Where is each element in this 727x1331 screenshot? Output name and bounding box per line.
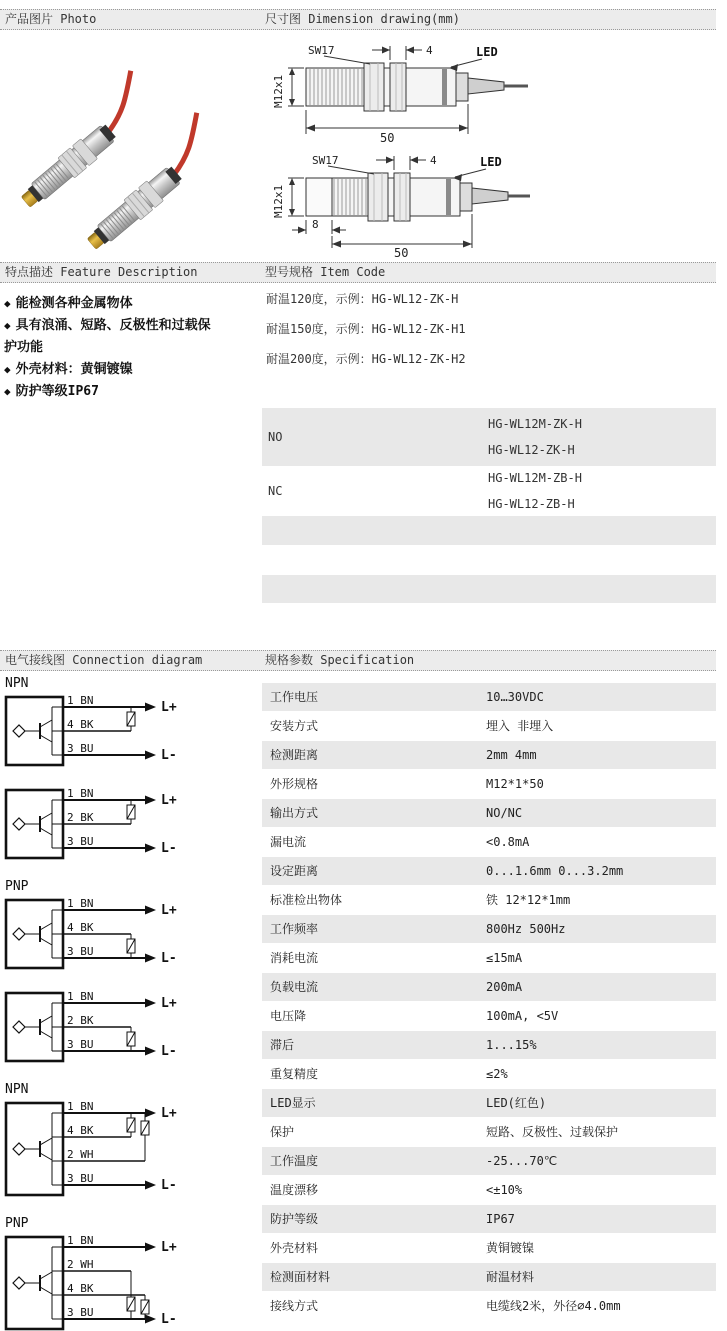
- diamond-bullet-icon: ◆: [4, 363, 11, 376]
- item-code-section-title: 型号规格 Item Code: [265, 265, 386, 279]
- wire-pin-label: 2 WH: [67, 1148, 94, 1161]
- spec-row: [262, 1118, 716, 1146]
- spec-label: 外形规格: [270, 777, 319, 791]
- spec-label: 温度漂移: [270, 1183, 319, 1197]
- item-code-row-label: NO: [268, 430, 283, 444]
- spec-label: 工作温度: [270, 1154, 319, 1168]
- length-dim-label: 50: [380, 131, 395, 145]
- spec-row: [262, 1089, 716, 1117]
- spec-value: 200mA: [486, 980, 523, 994]
- item-code: HG-WL12-ZB-H: [488, 497, 575, 511]
- wire-pin-label: 4 BK: [67, 718, 94, 731]
- spec-row: [262, 1292, 716, 1320]
- connection-diagram-svg: [3, 989, 217, 1067]
- spec-row: [262, 973, 716, 1001]
- connection-diagram-svg: [3, 1233, 217, 1331]
- photo-section-title: 产品图片 Photo: [5, 12, 97, 26]
- spec-value: 铁 12*12*1mm: [486, 893, 571, 907]
- connection-diagram-svg: [3, 896, 217, 974]
- spec-value: <0.8mA: [486, 835, 530, 849]
- rail-label: L-: [161, 951, 177, 966]
- wire-pin-label: 2 BK: [67, 811, 94, 824]
- spec-row: [262, 770, 716, 798]
- feature-item: ◆ 能检测各种金属物体: [4, 296, 133, 311]
- spec-label: 工作频率: [270, 922, 319, 936]
- spec-row: [262, 1234, 716, 1262]
- wire-pin-label: 2 BK: [67, 1014, 94, 1027]
- spec-value: 100mA, <5V: [486, 1009, 559, 1023]
- spec-label: 消耗电流: [270, 951, 319, 965]
- spec-label: 检测面材料: [270, 1270, 331, 1284]
- spec-row: [262, 1205, 716, 1233]
- spec-label: 标准检出物体: [270, 893, 343, 907]
- spec-row: [262, 915, 716, 943]
- spec-value: NO/NC: [486, 806, 523, 820]
- spec-value: ≤2%: [486, 1067, 508, 1081]
- spec-value: LED(红色): [486, 1096, 547, 1110]
- spec-value: ≤15mA: [486, 951, 523, 965]
- spec-row: [262, 741, 716, 769]
- product-photo: [4, 36, 256, 250]
- wire-pin-label: 1 BN: [67, 897, 94, 910]
- wire-pin-label: 1 BN: [67, 694, 94, 707]
- spec-row: [262, 683, 716, 711]
- rail-label: L+: [161, 996, 177, 1011]
- connection-diagram: [3, 1082, 259, 1205]
- dimension-section-title: 尺寸图 Dimension drawing(mm): [265, 12, 460, 26]
- spec-label: 滞后: [270, 1038, 295, 1052]
- tip-length-dim-label: 8: [312, 218, 319, 231]
- connection-diagram: [3, 676, 259, 775]
- diamond-bullet-icon: ◆: [4, 319, 11, 332]
- diagram-type-label: NPN: [5, 1082, 29, 1097]
- spec-label: 漏电流: [270, 835, 307, 849]
- connection-section-title: 电气接线图 Connection diagram: [5, 653, 203, 667]
- wire-pin-label: 3 BU: [67, 1038, 94, 1051]
- wire-pin-label: 1 BN: [67, 1234, 94, 1247]
- spec-value: 800Hz 500Hz: [486, 922, 566, 936]
- rail-label: L-: [161, 841, 177, 856]
- item-code-table: [262, 408, 716, 545]
- feature-list: [4, 293, 220, 403]
- spec-row: [262, 828, 716, 856]
- item-code-values: [488, 465, 582, 517]
- rail-label: L+: [161, 793, 177, 808]
- item-code-row: [262, 516, 716, 545]
- spec-label: 负载电流: [270, 980, 319, 994]
- wire-pin-label: 4 BK: [67, 921, 94, 934]
- wire-pin-label: 3 BU: [67, 742, 94, 755]
- item-code-example: 耐温150度，示例：HG-WL12-ZK-H1: [266, 322, 466, 336]
- dimension-drawing-nonflush: [268, 150, 713, 260]
- feature-item: ◆ 外壳材料：黄铜镀镍: [4, 362, 133, 377]
- section-header-row-2: [0, 262, 716, 283]
- item-code-row-label: NC: [268, 484, 283, 498]
- item-code: HG-WL12-ZK-H: [488, 443, 575, 457]
- spec-row: [262, 712, 716, 740]
- spec-table: [262, 683, 716, 1321]
- rail-label: L-: [161, 1044, 177, 1059]
- wire-pin-label: 1 BN: [67, 990, 94, 1003]
- spec-row: [262, 1031, 716, 1059]
- spec-row: [262, 1176, 716, 1204]
- diagram-type-label: NPN: [5, 676, 29, 691]
- thread-spec-label: M12x1: [272, 184, 285, 218]
- wire-pin-label: 4 BK: [67, 1124, 94, 1137]
- connection-diagrams: [3, 676, 259, 1331]
- item-code-examples: [266, 288, 712, 378]
- section-header-row-1: [0, 9, 716, 30]
- diagram-type-label: PNP: [5, 879, 29, 894]
- spec-label: 保护: [270, 1125, 295, 1139]
- wire-pin-label: 3 BU: [67, 945, 94, 958]
- spec-label: 设定距离: [270, 864, 319, 878]
- spec-row: [262, 1147, 716, 1175]
- spec-row: [262, 857, 716, 885]
- section-header-row-3: [0, 650, 716, 671]
- spec-value: IP67: [486, 1212, 515, 1226]
- spec-row: [262, 1002, 716, 1030]
- spec-value: 1...15%: [486, 1038, 537, 1052]
- spec-label: LED显示: [270, 1096, 316, 1110]
- spec-row: [262, 1060, 716, 1088]
- spec-value: 10…30VDC: [486, 690, 544, 704]
- spec-value: 埋入 非埋入: [486, 719, 554, 733]
- spec-label: 防护等级: [270, 1212, 319, 1226]
- wire-pin-label: 4 BK: [67, 1282, 94, 1295]
- spec-value: 2mm 4mm: [486, 748, 537, 762]
- dimension-drawing-flush: [268, 40, 713, 152]
- rail-label: L-: [161, 748, 177, 763]
- spec-row: [262, 886, 716, 914]
- spec-value: 耐温材料: [486, 1270, 535, 1284]
- sw17-label: SW17: [312, 154, 339, 167]
- led-label: LED: [480, 155, 502, 169]
- item-code-row: [262, 408, 716, 466]
- item-code-example: 耐温200度，示例：HG-WL12-ZK-H2: [266, 352, 466, 366]
- spec-value: 黄铜镀镍: [486, 1241, 535, 1255]
- spec-row: [262, 944, 716, 972]
- connection-diagram: [3, 1216, 259, 1331]
- spec-value: 短路、反极性、过载保护: [486, 1125, 619, 1139]
- spec-value: <±10%: [486, 1183, 523, 1197]
- connection-diagram: [3, 989, 259, 1071]
- spec-label: 电压降: [270, 1009, 307, 1023]
- spec-label: 检测距离: [270, 748, 319, 762]
- wire-pin-label: 3 BU: [67, 1172, 94, 1185]
- rail-label: L-: [161, 1178, 177, 1193]
- spec-value: -25...70℃: [486, 1154, 558, 1168]
- wire-pin-label: 2 WH: [67, 1258, 94, 1271]
- wire-pin-label: 3 BU: [67, 1306, 94, 1319]
- sw17-label: SW17: [308, 44, 335, 57]
- rail-label: L-: [161, 1312, 177, 1327]
- item-code: HG-WL12M-ZK-H: [488, 417, 582, 431]
- diamond-bullet-icon: ◆: [4, 297, 11, 310]
- item-code: HG-WL12M-ZB-H: [488, 471, 582, 485]
- wire-pin-label: 1 BN: [67, 787, 94, 800]
- item-code-row: [262, 466, 716, 516]
- spec-value: 电缆线2米，外径∅4.0mm: [486, 1299, 621, 1313]
- diagram-type-label: PNP: [5, 1216, 29, 1231]
- empty-strip: [262, 575, 716, 603]
- connection-diagram-svg: [3, 1099, 217, 1201]
- led-label: LED: [476, 45, 498, 59]
- spec-value: M12*1*50: [486, 777, 544, 791]
- specification-section-title: 规格参数 Specification: [265, 653, 415, 667]
- rail-label: L+: [161, 700, 177, 715]
- spec-row: [262, 799, 716, 827]
- connection-diagram: [3, 786, 259, 868]
- spec-label: 外壳材料: [270, 1241, 319, 1255]
- rail-label: L+: [161, 903, 177, 918]
- rail-label: L+: [161, 1240, 177, 1255]
- spec-row: [262, 1263, 716, 1291]
- spec-value: 0...1.6mm 0...3.2mm: [486, 864, 624, 878]
- spec-label: 重复精度: [270, 1067, 319, 1081]
- nut-width-dim-label: 4: [430, 154, 437, 167]
- diamond-bullet-icon: ◆: [4, 385, 11, 398]
- spec-label: 输出方式: [270, 806, 319, 820]
- feature-item: ◆ 防护等级IP67: [4, 384, 99, 399]
- rail-label: L+: [161, 1106, 177, 1121]
- item-code-example: 耐温120度，示例：HG-WL12-ZK-H: [266, 292, 459, 306]
- spec-label: 安装方式: [270, 719, 319, 733]
- wire-pin-label: 1 BN: [67, 1100, 94, 1113]
- connection-diagram-svg: [3, 786, 217, 864]
- connection-diagram: [3, 879, 259, 978]
- wire-pin-label: 3 BU: [67, 835, 94, 848]
- connection-diagram-svg: [3, 693, 217, 771]
- item-code-values: [488, 411, 582, 463]
- features-section-title: 特点描述 Feature Description: [5, 265, 198, 279]
- nut-width-dim-label: 4: [426, 44, 433, 57]
- thread-spec-label: M12x1: [272, 74, 285, 108]
- spec-label: 接线方式: [270, 1299, 319, 1313]
- feature-item: ◆ 具有浪涌、短路、反极性和过载保护功能: [4, 318, 211, 355]
- spec-label: 工作电压: [270, 690, 319, 704]
- length-dim-label: 50: [394, 246, 409, 260]
